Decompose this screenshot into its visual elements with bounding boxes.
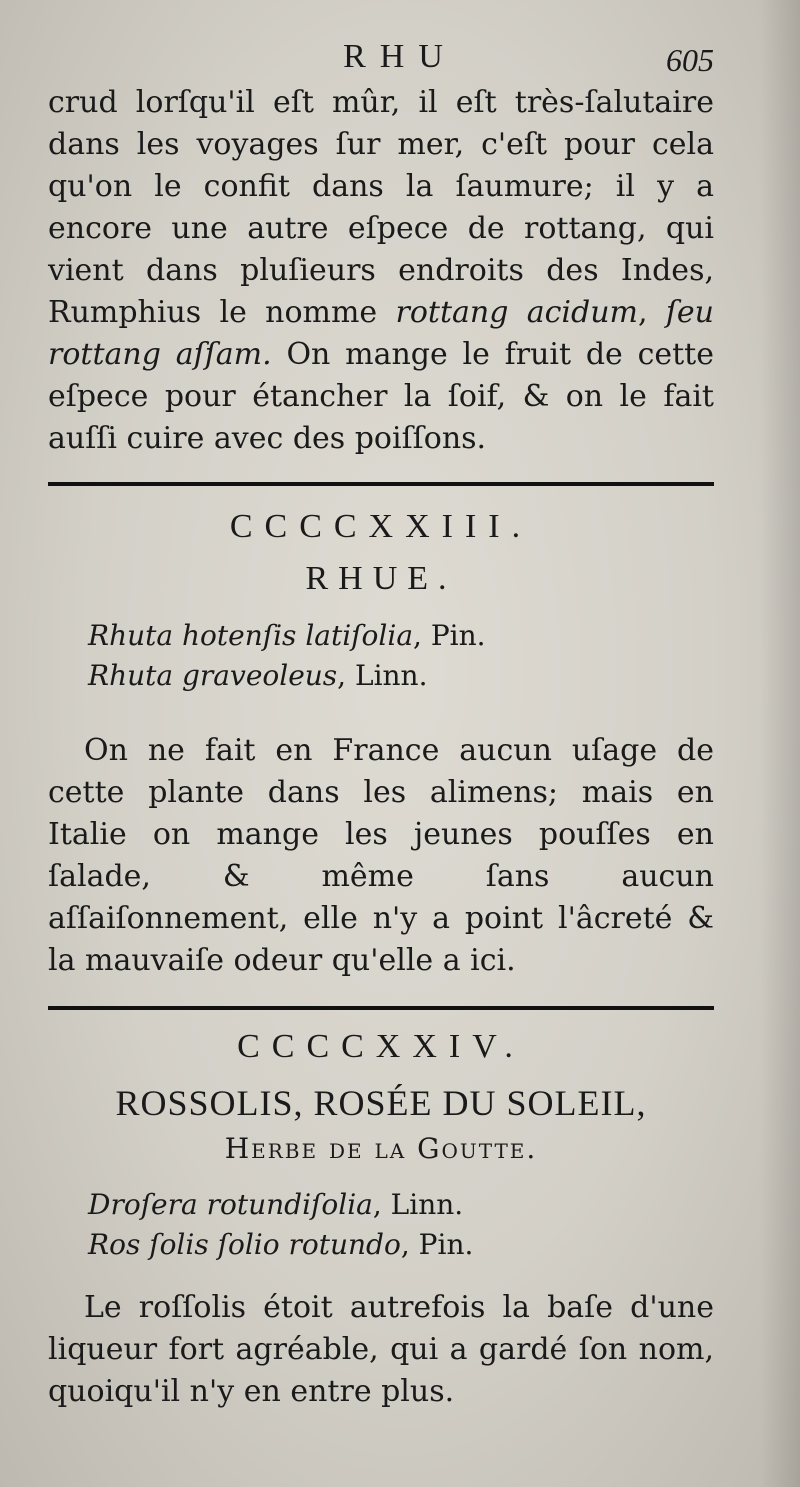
synonym-latin: Rhuta hotenſis latiſolia [88,619,414,652]
continuation-paragraph [48,82,714,460]
continuation-text-3: On mange le fruit de cette eſpece pour étancher la ſoif, & on le fait auſſi cuire avec des poiſſons. [48,337,714,456]
synonyms-rhue [48,616,714,696]
section-divider-rule [48,482,714,486]
page-edge-shadow [760,0,800,1487]
synonym-author: , Pin. [413,619,486,652]
synonym-author: , Linn. [372,1188,464,1221]
synonym-item [88,1225,714,1265]
page-content [48,82,714,1413]
page-number: 605 [666,42,714,78]
page-header [0,38,800,88]
synonym-item [88,616,714,656]
synonyms-rossolis [48,1185,714,1265]
section-title-rossolis: ROSSOLIS, ROSÉE DU SOLEIL, [115,1083,647,1123]
section-number-424: CCCCXXIV. [237,1028,525,1065]
paragraph-rossolis: Le roſſolis étoit autrefois la baſe d'une liqueur fort agréable, qui a gardé ſon nom, quoiqu'il n'y en entre plus. [48,1290,714,1409]
latin-name-rottang-acidum: rottang acidum [395,295,638,330]
synonym-author: , Pin. [400,1228,474,1261]
continuation-text-1: crud lorſqu'il eſt mûr, il eſt très-ſalutaire dans les voyages ſur mer, c'eſt pour cela qu'on le confit dans la ſaumure; il y a encore une autre eſpece de rottang, qui vient dans pluſieurs endroits des Indes, Rumphius le nomme [48,85,714,330]
section-subtitle-herbe-de-la-goutte: Herbe de la Goutte. [224,1132,538,1165]
paragraph-rhue: On ne fait en France aucun uſage de cette plante dans les alimens; mais en Italie on mange les jeunes pouſſes en ſalade, & même ſans aucun aſſaiſonnement, elle n'y a point l'âcreté & la mauvaiſe odeur qu'elle a ici. [48,733,714,978]
latin-name-rottang-assam: ſeu rottang aſſam. [48,295,714,372]
synonym-item [88,656,714,696]
synonym-item [88,1185,714,1225]
synonym-latin: Droſera rotundiſolia [88,1188,373,1221]
synonym-latin: Ros ſolis ſolio rotundo [88,1228,401,1261]
section-number-423: CCCCXXIII. [229,508,533,545]
section-title-rhue: RHUE. [305,560,457,597]
running-head: RHU [343,38,457,75]
synonym-latin: Rhuta graveoleus [88,659,338,692]
continuation-text-2: , [637,295,666,330]
synonym-author: , Linn. [337,659,428,692]
section-divider-rule [48,1006,714,1010]
